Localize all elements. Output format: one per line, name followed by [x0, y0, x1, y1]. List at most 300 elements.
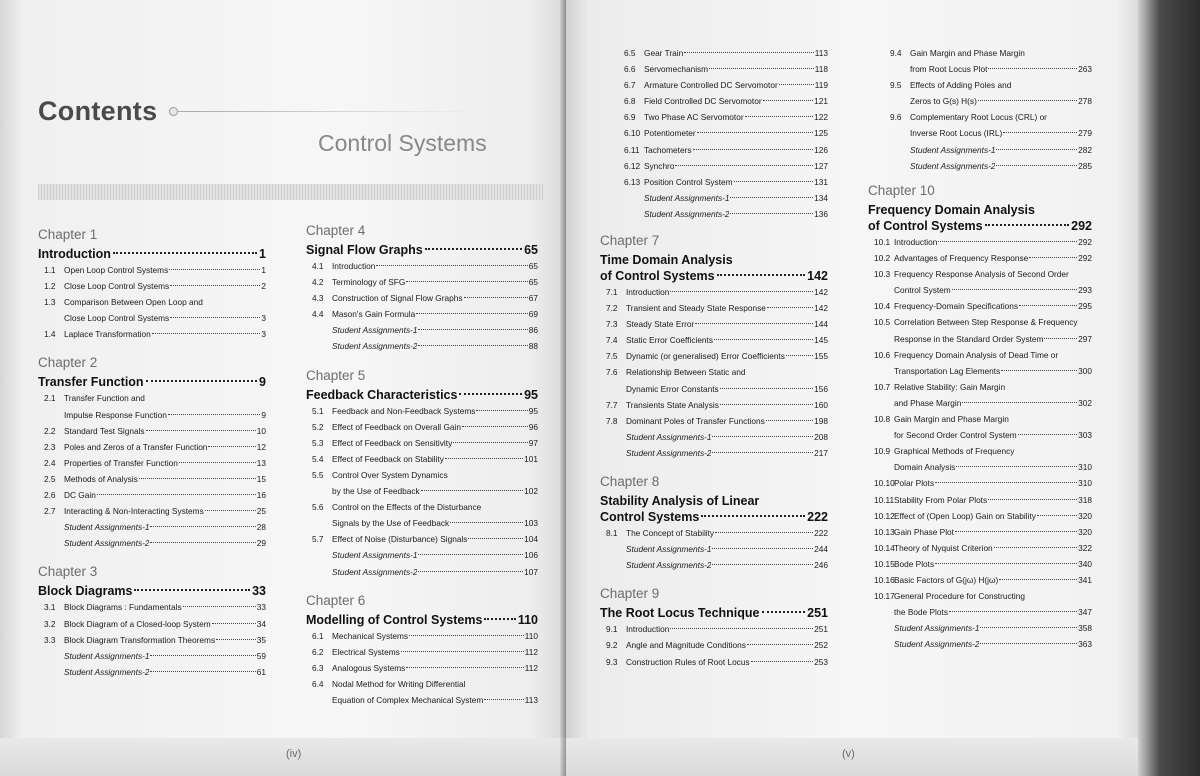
toc-entry[interactable] [306, 531, 538, 547]
chapter-page: 292 [1071, 219, 1092, 233]
entry-page: 10 [256, 425, 266, 436]
entry-page: 198 [814, 415, 828, 426]
toc-entry[interactable] [306, 306, 538, 322]
chapter-leader-dots [484, 618, 515, 620]
entry-body [64, 294, 266, 310]
entry-title: Construction of Signal Flow Graphs [332, 293, 463, 304]
entry-title: Frequency-Domain Specifications [894, 301, 1019, 312]
chapter-entries [868, 234, 1092, 652]
leader-dots [484, 699, 524, 700]
entry-body [894, 411, 1092, 427]
entry-title: The Concept of Stability [626, 528, 715, 539]
entry-page: 358 [1078, 623, 1092, 634]
leader-dots [179, 462, 256, 463]
entry-title: Correlation Between Step Response & Frequency [894, 317, 1078, 328]
entry-body [644, 158, 828, 174]
leader-dots [416, 313, 528, 314]
chapter-label: Chapter 7 [600, 233, 660, 248]
toc-entry[interactable] [868, 282, 1092, 298]
entry-title: Equation of Complex Mechanical System [332, 694, 484, 705]
entry-title: Analogous Systems [332, 662, 406, 673]
chapter-entries [306, 628, 538, 708]
section-number [868, 636, 894, 652]
entry-page: 278 [1078, 96, 1092, 107]
entry-page: 106 [524, 550, 538, 561]
toc-entry[interactable] [38, 326, 266, 342]
section-number [306, 483, 332, 499]
toc-entry[interactable] [618, 125, 828, 141]
assignment-entry[interactable] [306, 564, 538, 580]
entry-body [332, 435, 538, 451]
toc-entry[interactable] [884, 77, 1092, 93]
entry-page: 9 [261, 409, 266, 420]
toc-entry[interactable] [600, 284, 828, 300]
leader-dots [988, 499, 1077, 500]
entry-title: the Bode Plots [894, 607, 948, 618]
entry-body [894, 475, 1092, 491]
entry-page: 113 [524, 694, 538, 705]
entry-title: Mechanical Systems [332, 630, 409, 641]
entry-page: 310 [1078, 462, 1092, 473]
entry-body [64, 310, 266, 326]
chapter-entries [600, 525, 828, 573]
entry-body [332, 660, 538, 676]
toc-entry[interactable] [868, 363, 1092, 379]
toc-entry[interactable] [868, 314, 1092, 330]
toc-entry[interactable] [600, 637, 828, 653]
entry-page: 112 [524, 662, 538, 673]
leader-dots [208, 446, 255, 447]
chapter-title [38, 246, 266, 262]
entry-body [626, 316, 828, 332]
leader-dots [955, 531, 1077, 532]
entry-page: 101 [524, 453, 538, 464]
toc-entry[interactable] [600, 332, 828, 348]
chapter-page: 33 [252, 584, 266, 599]
section-number: 10.15 [874, 558, 895, 569]
entry-page: 15 [256, 473, 266, 484]
entry-title: Student Assignments-2 [626, 560, 712, 571]
entry-body [64, 390, 266, 406]
toc-entry[interactable] [38, 616, 266, 632]
entry-body [332, 515, 538, 531]
section-number: 7.6 [606, 367, 618, 378]
entry-title: Theory of Nyquist Criterion [894, 542, 993, 553]
section-number: 5.7 [312, 534, 324, 545]
toc-column-left-2 [306, 223, 538, 721]
toc-entry[interactable] [868, 556, 1092, 572]
section-number: 2.3 [44, 441, 56, 452]
assignment-entry[interactable] [618, 190, 828, 206]
toc-entry[interactable] [38, 439, 266, 455]
toc-entry[interactable] [868, 298, 1092, 314]
section-number: 6.3 [312, 662, 324, 673]
toc-entry[interactable] [868, 540, 1092, 556]
toc-entry[interactable] [618, 61, 828, 77]
leader-dots [205, 510, 256, 511]
leader-dots [150, 655, 255, 656]
entry-body [626, 381, 828, 397]
chapter-leader-dots [717, 274, 806, 276]
assignment-entry[interactable] [600, 429, 828, 445]
entry-page: 142 [814, 287, 828, 297]
entry-body [332, 258, 538, 274]
toc-entry[interactable] [600, 525, 828, 541]
toc-entry[interactable] [38, 632, 266, 648]
entry-page: 29 [256, 538, 266, 549]
toc-entry[interactable] [306, 644, 538, 660]
assignment-entry[interactable] [884, 142, 1092, 158]
chapter-page: 251 [807, 606, 828, 621]
entry-body [64, 648, 266, 664]
toc-entry[interactable] [38, 503, 266, 519]
toc-entry[interactable] [868, 459, 1092, 475]
leader-dots [712, 564, 813, 565]
assignment-entry[interactable] [600, 541, 828, 557]
leader-dots [376, 265, 527, 266]
toc-entry[interactable] [868, 443, 1092, 459]
leader-dots [476, 410, 527, 411]
toc-entry[interactable] [868, 492, 1092, 508]
leader-dots [988, 68, 1077, 69]
section-number [600, 557, 626, 573]
toc-entry[interactable] [868, 379, 1092, 395]
entry-body [332, 290, 538, 306]
entry-body [644, 190, 828, 206]
section-number: 7.4 [606, 335, 618, 346]
entry-title: Block Diagram of a Closed-loop System [64, 618, 211, 629]
toc-entry[interactable] [868, 266, 1092, 282]
entry-page: 3 [261, 329, 266, 340]
section-number: 10.12 [874, 510, 895, 521]
toc-entry[interactable] [868, 250, 1092, 266]
entry-page: 285 [1078, 160, 1092, 171]
toc-entry[interactable] [884, 45, 1092, 61]
toc-entry[interactable] [868, 508, 1092, 524]
toc-entry[interactable] [38, 471, 266, 487]
entry-title: Dynamic (or generalised) Error Coefficients [626, 351, 785, 362]
section-number: 6.9 [624, 112, 636, 123]
toc-entry[interactable] [884, 61, 1092, 77]
toc-entry[interactable] [306, 258, 538, 274]
toc-entry[interactable] [306, 274, 538, 290]
section-number [884, 61, 910, 77]
entry-title: Frequency Response Analysis of Second Order [894, 269, 1069, 280]
toc-entry[interactable] [600, 654, 828, 670]
assignment-entry[interactable] [306, 547, 538, 563]
section-number: 10.14 [874, 542, 895, 553]
entry-title: Laplace Transformation [64, 329, 151, 340]
entry-body [910, 125, 1092, 141]
section-number: 4.1 [312, 261, 324, 271]
chapter-title [600, 268, 828, 284]
toc-entry[interactable] [618, 174, 828, 190]
section-number: 7.5 [606, 351, 618, 362]
toc-entry[interactable] [38, 455, 266, 471]
entry-body [64, 471, 266, 487]
toc-entry[interactable] [618, 109, 828, 125]
toc-entry[interactable] [600, 621, 828, 637]
leader-dots [693, 149, 814, 150]
entry-body [894, 459, 1092, 475]
assignment-entry[interactable] [306, 322, 538, 338]
entry-title: Domain Analysis [894, 462, 956, 473]
toc-entry[interactable] [38, 487, 266, 503]
entry-title: Transient and Steady State Response [626, 303, 766, 314]
leader-dots [730, 213, 813, 214]
entry-title: Bode Plots [894, 558, 935, 569]
chapter-block [868, 183, 1092, 652]
entry-page: 67 [528, 293, 538, 304]
entry-title: Student Assignments-2 [644, 208, 730, 219]
entry-page: 95 [528, 405, 538, 416]
entry-title: Student Assignments-1 [64, 650, 150, 661]
toc-entry[interactable] [306, 419, 538, 435]
entry-page: 156 [814, 383, 828, 394]
leader-dots [734, 181, 814, 182]
toc-entry[interactable] [306, 499, 538, 515]
section-number: 10.2 [874, 253, 891, 264]
toc-entry[interactable] [38, 310, 266, 326]
toc-entry[interactable] [884, 109, 1092, 125]
entry-title: Student Assignments-2 [626, 447, 712, 458]
toc-entry[interactable] [868, 524, 1092, 540]
section-number: 5.3 [312, 437, 324, 448]
section-number: 10.1 [874, 237, 891, 247]
leader-dots [169, 269, 260, 270]
toc-column-right-2-continued [884, 45, 1092, 174]
toc-entry[interactable] [306, 467, 538, 483]
toc-entry[interactable] [306, 676, 538, 692]
leader-dots [952, 289, 1077, 290]
toc-entry[interactable] [868, 475, 1092, 491]
section-number: 9.2 [606, 640, 618, 651]
entry-title: Dynamic Error Constants [626, 383, 719, 394]
leader-dots [445, 458, 523, 459]
leader-dots [994, 547, 1077, 548]
toc-entry[interactable] [600, 381, 828, 397]
chapter-label: Chapter 6 [306, 592, 366, 608]
leader-dots [938, 241, 1077, 242]
entry-title: Gain Margin and Phase Margin [894, 414, 1009, 425]
leader-dots [670, 628, 813, 629]
section-number: 5.1 [312, 405, 324, 416]
toc-entry[interactable] [884, 125, 1092, 141]
assignment-entry[interactable] [38, 519, 266, 535]
toc-entry[interactable] [600, 364, 828, 380]
toc-entry[interactable] [600, 316, 828, 332]
toc-entry[interactable] [868, 331, 1092, 347]
toc-entry[interactable] [868, 427, 1092, 443]
section-number: 1.1 [44, 265, 56, 275]
entry-page: 113 [814, 48, 828, 58]
chapter-leader-dots [459, 393, 522, 395]
section-number: 2.7 [44, 506, 56, 517]
toc-entry[interactable] [306, 515, 538, 531]
toc-entry[interactable] [618, 77, 828, 93]
entry-page: 69 [528, 309, 538, 320]
entry-body [910, 142, 1092, 158]
section-number [868, 282, 894, 298]
entry-body [64, 616, 266, 632]
leader-dots [697, 132, 814, 133]
entry-body [894, 492, 1092, 508]
entry-body [64, 326, 266, 342]
chapter-title [868, 218, 1092, 234]
toc-entry[interactable] [306, 290, 538, 306]
toc-entry[interactable] [38, 262, 266, 278]
assignment-entry[interactable] [38, 648, 266, 664]
entry-page: 86 [528, 325, 538, 336]
leader-dots [766, 420, 813, 421]
assignment-entry[interactable] [600, 445, 828, 461]
entry-title: Angle and Magnitude Conditions [626, 640, 746, 651]
toc-entry[interactable] [868, 347, 1092, 363]
toc-entry[interactable] [868, 411, 1092, 427]
toc-entry[interactable] [306, 483, 538, 499]
toc-entry[interactable] [38, 599, 266, 615]
entry-title: Relationship Between Static and [626, 367, 746, 378]
chapter-page: 9 [259, 375, 266, 390]
leader-dots [139, 478, 256, 479]
chapter-entries [38, 599, 266, 679]
entry-title: Gear Train [644, 48, 684, 58]
entry-title: Comparison Between Open Loop and [64, 297, 203, 308]
toc-entry[interactable] [868, 572, 1092, 588]
toc-entry[interactable] [38, 407, 266, 423]
entry-body [332, 419, 538, 435]
entry-body [64, 439, 266, 455]
leader-dots [747, 644, 813, 645]
toc-entry[interactable] [600, 348, 828, 364]
toc-entry[interactable] [306, 451, 538, 467]
toc-entry[interactable] [38, 423, 266, 439]
entry-page: 222 [814, 528, 828, 539]
section-number [600, 445, 626, 461]
toc-entry[interactable] [600, 397, 828, 413]
entry-body [894, 314, 1092, 330]
toc-entry[interactable] [868, 395, 1092, 411]
entry-title: Transients State Analysis [626, 399, 719, 410]
toc-entry[interactable] [306, 660, 538, 676]
entry-title: Graphical Methods of Frequency [894, 446, 1015, 457]
entry-body [894, 427, 1092, 443]
entry-body [894, 250, 1092, 266]
assignment-entry[interactable] [38, 535, 266, 551]
entry-title: Transfer Function and [64, 393, 145, 404]
chapter-leader-dots [762, 611, 806, 613]
entry-title: Standard Test Signals [64, 425, 145, 436]
entry-body [332, 644, 538, 660]
section-number: 9.6 [890, 112, 902, 123]
entry-title: Armature Controlled DC Servomotor [644, 80, 778, 91]
entry-body [626, 557, 828, 573]
entry-page: 65 [528, 261, 538, 271]
entry-body [626, 348, 828, 364]
toc-entry[interactable] [306, 435, 538, 451]
section-number: 6.1 [312, 630, 324, 641]
chapter-page: 95 [524, 387, 538, 402]
entry-page: 302 [1078, 397, 1092, 408]
section-number [868, 331, 894, 347]
toc-entry[interactable] [618, 158, 828, 174]
section-number: 10.4 [874, 301, 891, 312]
toc-entry[interactable] [618, 93, 828, 109]
toc-entry[interactable] [884, 93, 1092, 109]
chapter-title-text: Modelling of Control Systems [306, 612, 483, 627]
toc-entry[interactable] [306, 628, 538, 644]
toc-entry[interactable] [306, 692, 538, 708]
entry-body [332, 628, 538, 644]
assignment-entry[interactable] [600, 557, 828, 573]
toc-entry[interactable] [868, 588, 1092, 604]
toc-entry[interactable] [600, 300, 828, 316]
toc-entry[interactable] [868, 234, 1092, 250]
section-number: 3.3 [44, 634, 56, 645]
entry-body [332, 451, 538, 467]
entry-body [910, 77, 1092, 93]
entry-title: Servomechanism [644, 64, 709, 75]
assignment-entry[interactable] [868, 636, 1092, 652]
chapter-title-text: Time Domain Analysis [600, 253, 733, 267]
leader-dots [168, 414, 261, 415]
leader-dots [980, 643, 1077, 644]
entry-page: 292 [1078, 253, 1092, 264]
leader-dots [786, 355, 813, 356]
chapter-block [38, 355, 266, 551]
leader-dots [1037, 515, 1077, 516]
toc-column-right-2 [868, 183, 1092, 665]
entry-title: Introduction [626, 624, 670, 635]
chapter-title-text: Introduction [38, 247, 111, 261]
assignment-entry[interactable] [306, 338, 538, 354]
entry-body [910, 61, 1092, 77]
toc-entry[interactable] [38, 294, 266, 310]
leader-dots [462, 426, 528, 427]
toc-entry[interactable] [868, 604, 1092, 620]
entry-title: Complementary Root Locus (CRL) or [910, 112, 1047, 123]
toc-entry[interactable] [618, 45, 828, 61]
entry-body [894, 347, 1092, 363]
leader-dots [767, 307, 813, 308]
assignment-entry[interactable] [38, 664, 266, 680]
leader-dots [996, 149, 1077, 150]
section-number: 9.1 [606, 624, 618, 635]
toc-entry[interactable] [618, 142, 828, 158]
section-number [884, 93, 910, 109]
entry-body [894, 266, 1092, 282]
toc-entry[interactable] [600, 413, 828, 429]
entry-title: Control Over System Dynamics [332, 469, 448, 480]
section-number: 2.2 [44, 425, 56, 436]
entry-body [894, 282, 1092, 298]
entry-body [894, 443, 1092, 459]
toc-entry[interactable] [38, 278, 266, 294]
entry-title: Introduction [332, 261, 376, 271]
assignment-entry[interactable] [868, 620, 1092, 636]
toc-entry[interactable] [38, 390, 266, 406]
leader-dots [999, 579, 1077, 580]
leader-dots [695, 323, 813, 324]
entry-body [894, 572, 1092, 588]
chapter-leader-dots [146, 380, 257, 382]
assignment-entry[interactable] [884, 158, 1092, 174]
entry-body [626, 332, 828, 348]
assignment-entry[interactable] [618, 206, 828, 222]
entry-body [332, 483, 538, 499]
section-number: 2.6 [44, 490, 56, 501]
toc-entry[interactable] [306, 403, 538, 419]
